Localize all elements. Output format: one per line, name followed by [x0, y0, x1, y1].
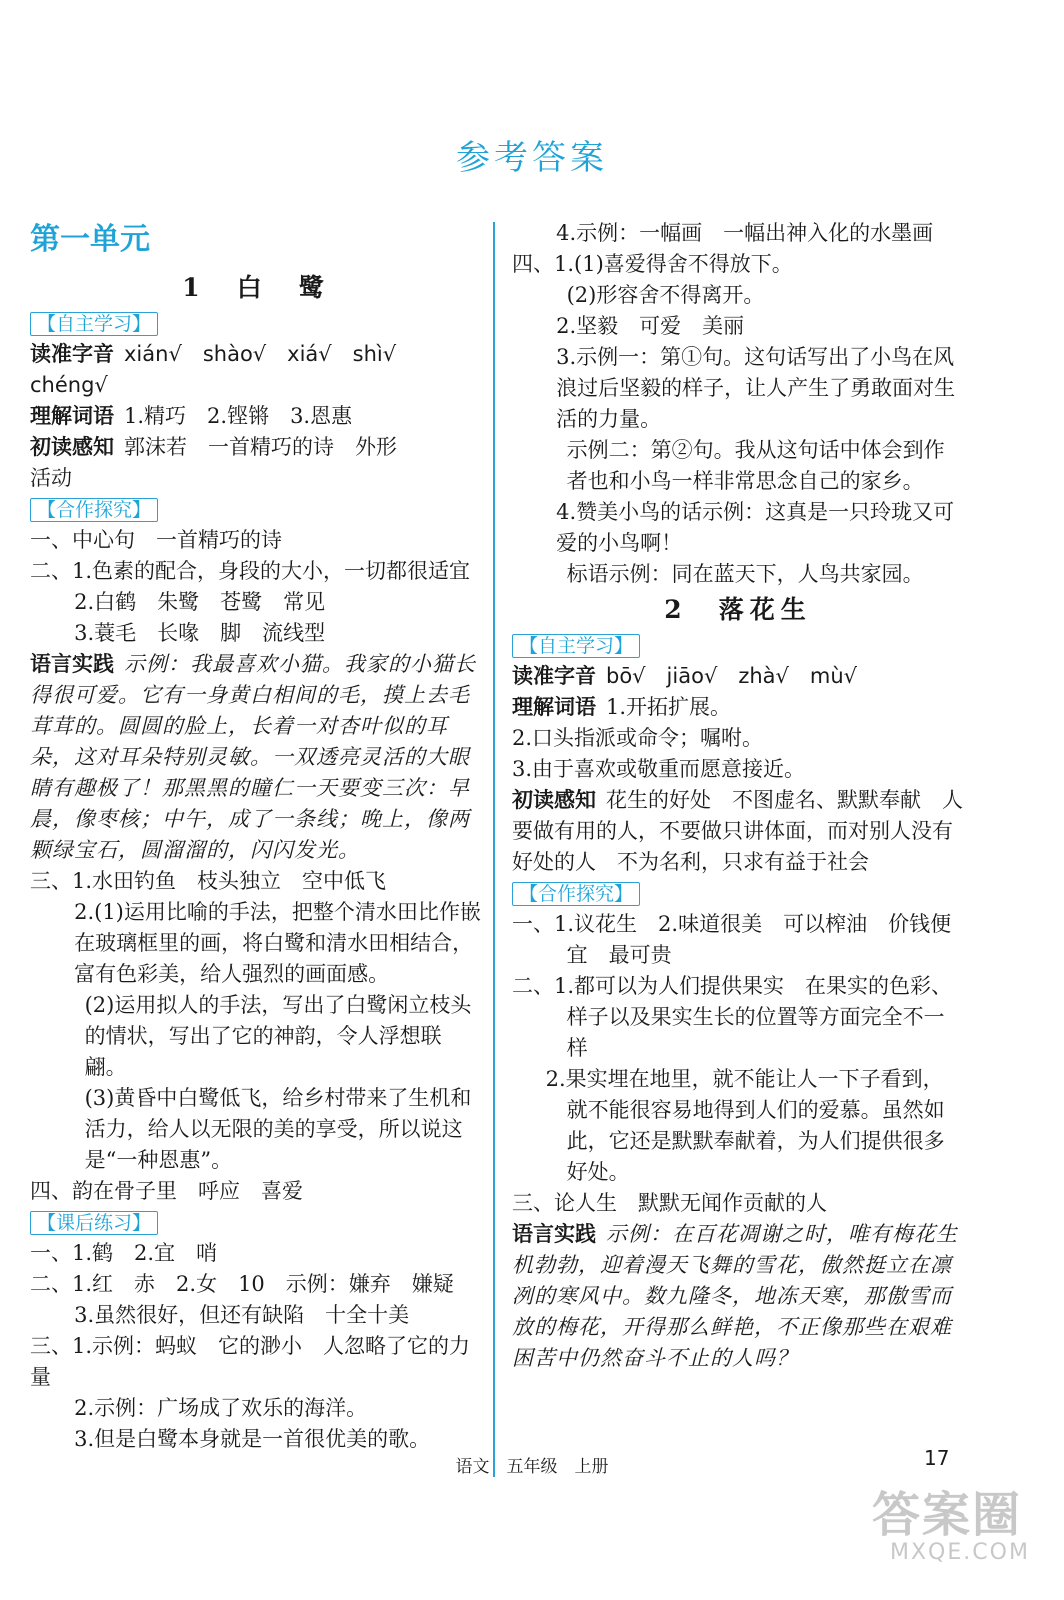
answer-text: 活动	[30, 466, 72, 490]
item-label: 读准字音	[512, 664, 596, 688]
answer-line: (3)黄昏中白鹭低飞，给乡村带来了生机和活力，给人以无限的美的享受，所以说这是“一种恩惠”。	[84, 1086, 472, 1172]
handwritten-answer: 示例：我最喜欢小猫。我家的小猫长得很可爱。它有一身黄白相间的毛，摸上去毛茸茸的。圆圆的脸上，长着一对杏叶似的耳朵，这对耳朵特别灵敏。一双透亮灵活的大眼睛有趣极了！那黑黑的瞳仁一天要变三次：早晨，像枣核；中午，成了一条线；晚上，像两颗绿宝石，圆溜溜的，闪闪发光。	[30, 652, 476, 862]
item-label: 语言实践	[512, 1222, 596, 1246]
left-column	[30, 218, 482, 1455]
answer-line: 2.示例：广场成了欢乐的海洋。	[74, 1396, 368, 1420]
answer-line: 2.坚毅 可爱 美丽	[556, 314, 745, 338]
answer-line: 2.果实埋在地里，就不能让人一下子看到，就不能很容易地得到人们的爱慕。虽然如此，它还是默默奉献着，为人们提供很多好处。	[545, 1067, 945, 1184]
answer-line: 一、1.议花生 2.味道很美 可以榨油 价钱便宜 最可贵	[512, 912, 952, 967]
pinyin-answer: bō√ jiāo√ zhà√ mù√	[606, 664, 858, 688]
answer-text: 1.精巧 2.铿锵 3.恩惠	[124, 404, 353, 428]
answer-line: (2)形容舍不得离开。	[566, 283, 765, 307]
page-number: 17	[924, 1446, 950, 1470]
item-label: 初读感知	[512, 788, 596, 812]
watermark-logo	[872, 1487, 1030, 1566]
section-label-zizhu: 【自主学习】	[512, 634, 640, 658]
section-label-hezuo: 【合作探究】	[30, 498, 158, 522]
answer-line: 示例二：第②句。我从这句话中体会到作者也和小鸟一样非常思念自己的家乡。	[566, 438, 945, 493]
item-label: 理解词语	[30, 404, 114, 428]
right-column	[512, 218, 964, 1374]
answer-text: 花生的好处 不图虚名、默默奉献 人要做有用的人，不要做只讲体面，而对别人没有好处的人 不为名利，只求有益于社会	[512, 788, 963, 874]
answer-line: 四、韵在骨子里 呼应 喜爱	[30, 1179, 303, 1203]
answer-line: 三、论人生 默默无闻作贡献的人	[512, 1191, 827, 1215]
pinyin-answer: chéng√	[30, 373, 108, 397]
answer-line: 2.(1)运用比喻的手法，把整个清水田比作嵌在玻璃框里的画，将白鹭和清水田相结合，富有色彩美，给人强烈的画面感。	[74, 900, 481, 986]
answer-line: 3.但是白鹭本身就是一首很优美的歌。	[74, 1427, 431, 1451]
item-label: 初读感知	[30, 435, 114, 459]
answer-line: 一、中心句 一首精巧的诗	[30, 528, 282, 552]
answer-line: 3.由于喜欢或敬重而愿意接近。	[512, 757, 806, 781]
item-label: 读准字音	[30, 342, 114, 366]
item-label: 理解词语	[512, 695, 596, 719]
answer-line: 二、1.色素的配合，身段的大小，一切都很适宜	[30, 559, 471, 583]
handwritten-answer: 示例：在百花凋谢之时，唯有梅花生机勃勃，迎着漫天飞舞的雪花，傲然挺立在凛冽的寒风中。数九隆冬，地冻天寒，那傲雪而放的梅花，开得那么鲜艳，不正像那些在艰难困苦中仍然奋斗不止的人吗？	[512, 1222, 958, 1370]
page-title: 参考答案	[456, 138, 608, 178]
watermark-url: MXQE.COM	[890, 1540, 1030, 1565]
section-label-zizhu: 【自主学习】	[30, 312, 158, 336]
pinyin-answer: xián√ shào√ xiá√ shì√	[124, 342, 397, 366]
lesson-title: 1 白 鹭	[182, 273, 330, 302]
answer-line: 三、1.水田钓鱼 枝头独立 空中低飞	[30, 869, 387, 893]
answer-line: 3.示例一：第①句。这句话写出了小鸟在风浪过后坚毅的样子，让人产生了勇敢面对生活的力量。	[556, 345, 956, 431]
section-label-kehou: 【课后练习】	[30, 1211, 158, 1235]
answer-line: 2.白鹤 朱鹭 苍鹭 常见	[74, 590, 326, 614]
answer-line: 二、1.都可以为人们提供果实 在果实的色彩、样子以及果实生长的位置等方面完全不一样	[512, 974, 953, 1060]
section-label-hezuo: 【合作探究】	[512, 882, 640, 906]
lesson-title: 2 落花生	[664, 595, 812, 624]
answer-line: 标语示例：同在蓝天下，人鸟共家园。	[566, 562, 924, 586]
column-divider	[493, 222, 495, 1477]
answer-text: 郭沫若 一首精巧的诗 外形	[124, 435, 397, 459]
answer-line: 4.示例：一幅画 一幅出神入化的水墨画	[556, 221, 934, 245]
answer-line: 2.口头指派或命令；嘱咐。	[512, 726, 764, 750]
answer-line: 3.虽然很好，但还有缺陷 十全十美	[74, 1303, 410, 1327]
answer-line: 四、1.(1)喜爱得舍不得放下。	[512, 252, 793, 276]
watermark-text: 答案圈	[872, 1487, 1023, 1543]
item-label: 语言实践	[30, 652, 114, 676]
answer-line: 三、1.示例：蚂蚁 它的渺小 人忽略了它的力量	[30, 1334, 471, 1389]
unit-title: 第一单元	[30, 222, 150, 257]
answer-line: 二、1.红 赤 2.女 10 示例：嫌弃 嫌疑	[30, 1272, 454, 1296]
answer-text: 1.开拓扩展。	[606, 695, 732, 719]
answer-line: (2)运用拟人的手法，写出了白鹭闲立枝头的情状，写出了它的神韵，令人浮想联翩。	[84, 993, 472, 1079]
answer-line: 一、1.鹤 2.宜 哨	[30, 1241, 218, 1265]
answer-line: 4.赞美小鸟的话示例：这真是一只玲珑又可爱的小鸟啊！	[556, 500, 955, 555]
footer-book-info: 语文 五年级 上册	[455, 1457, 609, 1477]
answer-line: 3.蓑毛 长喙 脚 流线型	[74, 621, 326, 645]
